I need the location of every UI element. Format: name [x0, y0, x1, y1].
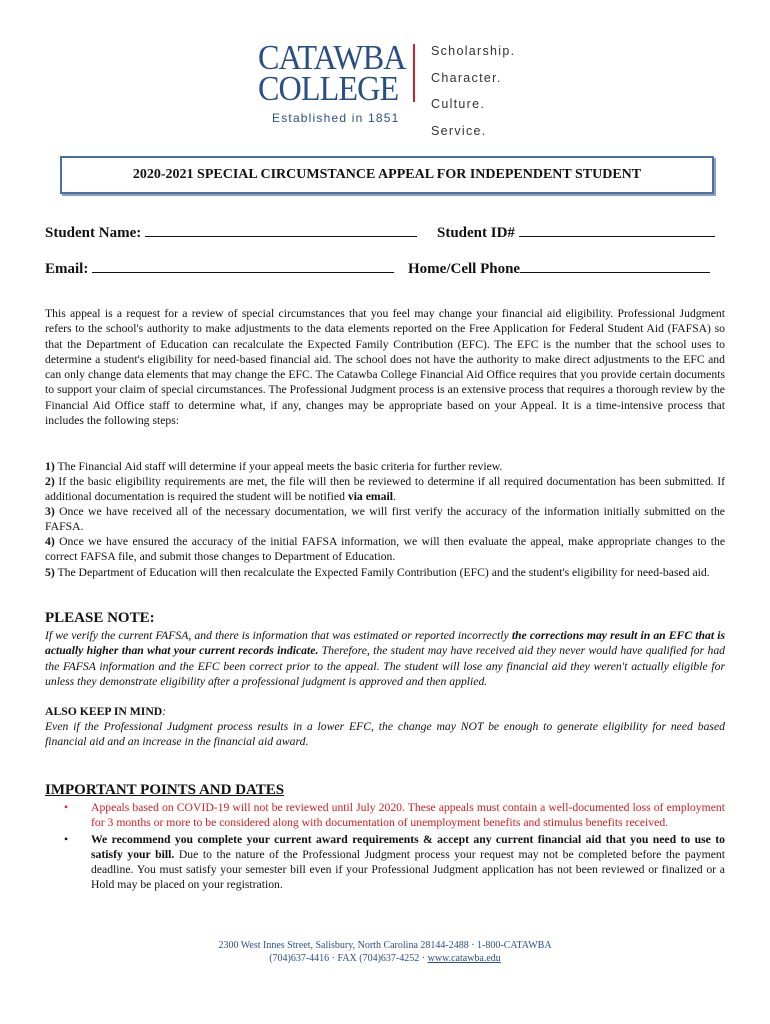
- tagline-2: Character.: [431, 71, 502, 85]
- email-field[interactable]: [92, 258, 394, 273]
- logo-line-1: CATAWBA: [258, 38, 406, 77]
- step-text: The Financial Aid staff will determine if your appeal meets the basic criteria for further review.: [57, 460, 503, 473]
- footer-contact: [0, 952, 770, 965]
- student-name-field[interactable]: [145, 222, 417, 237]
- step-2: [45, 474, 725, 505]
- phone-row: [408, 258, 710, 278]
- please-note-heading: PLEASE NOTE:: [45, 610, 155, 626]
- step-number: 3): [45, 505, 55, 518]
- step-3: [45, 504, 725, 535]
- note-part-1: If we verify the current FAFSA, and there is information that was estimated or reported incorrectly: [45, 629, 512, 642]
- step-text: Once we have received all of the necessary documentation, we will first verify the accuracy of the information initially submitted on the FAFSA.: [45, 505, 725, 534]
- step-number: 1): [45, 460, 55, 473]
- bullet-icon: •: [64, 832, 69, 846]
- footer-phone: (704)637-4416 · FAX (704)637-4252 ·: [269, 953, 428, 964]
- list-item: [60, 800, 725, 831]
- important-heading: IMPORTANT POINTS AND DATES: [45, 782, 285, 798]
- title-box: [60, 156, 714, 194]
- email-label: Email:: [45, 261, 89, 277]
- logo-divider: [413, 44, 415, 102]
- step-number: 4): [45, 535, 55, 548]
- bullet-icon: •: [64, 801, 69, 814]
- step-number: 5): [45, 566, 55, 579]
- note-emphasis: the corrections may result in an EFC that is actually higher than what your current records indicate.: [45, 629, 725, 658]
- also-colon: :: [162, 705, 167, 718]
- step-4: [45, 534, 725, 565]
- student-id-field[interactable]: [519, 222, 715, 237]
- step-text: If the basic eligibility requirements are met, the file will then be reviewed to determine if all required documentation has been submitted. If additional documentation is required the student will be notified: [45, 475, 726, 504]
- student-name-row: [45, 222, 417, 242]
- also-keep-in-mind: [45, 704, 166, 719]
- also-text: Even if the Professional Judgment process results in a lower EFC, the change may NOT be enough to generate eligibility for need based financial aid and an increase in the financial aid award.: [45, 720, 725, 749]
- step-1: [45, 459, 725, 474]
- step-5: [45, 565, 725, 580]
- website-link[interactable]: www.catawba.edu: [427, 953, 501, 964]
- step-number: 2): [45, 475, 55, 488]
- important-points-list: [60, 800, 725, 894]
- please-note-text: [45, 628, 725, 689]
- tagline-4: Service.: [431, 124, 487, 138]
- step-tail: .: [392, 490, 396, 504]
- logo-established: Established in 1851: [272, 111, 400, 125]
- step-text: The Department of Education will then recalculate the Expected Family Contribution (EFC) and the student's eligibility for need-based aid.: [57, 566, 710, 579]
- note-part-2: Therefore, the student may have received aid they never would have qualified for had the FAFSA information and the EFC been correct prior to the appeal. The student will lose any financial aid they weren't actually eligible for unless they demonstrate eligibility after a professional judgment is approved and then applied.: [45, 644, 726, 688]
- phone-field[interactable]: [520, 258, 710, 273]
- student-id-row: [437, 222, 715, 242]
- step-text: Once we have ensured the accuracy of the initial FAFSA information, we will then evaluate the appeal, make appropriate changes to the correct FAFSA file, and submit those changes to Department of Education.: [45, 535, 726, 564]
- college-logo: [258, 38, 406, 108]
- footer-address: 2300 West Innes Street, Salisbury, North Carolina 28144-2488 · 1-800-CATAWBA: [218, 940, 552, 951]
- list-item: [60, 832, 725, 893]
- student-id-label: Student ID#: [437, 225, 515, 241]
- phone-label: Home/Cell Phone: [408, 261, 521, 277]
- footer: [0, 939, 770, 965]
- email-row: [45, 258, 394, 278]
- step-emphasis: via email: [347, 490, 393, 504]
- point-text: Appeals based on COVID-19 will not be reviewed until July 2020. These appeals must contain a well-documented loss of employment for 3 months or more to be considered along with documentation of unemployment benefits and stimulus benefits received.: [91, 801, 725, 830]
- student-name-label: Student Name:: [45, 225, 142, 241]
- tagline-1: Scholarship.: [431, 44, 516, 58]
- point-text: Due to the nature of the Professional Judgment process your request may not be completed before the payment deadline. You must satisfy your semester bill even if your Professional Judgment application has not been reviewed or finalized or a Hold may be placed on your registration.: [91, 847, 725, 892]
- page-title: 2020-2021 SPECIAL CIRCUMSTANCE APPEAL FOR INDEPENDENT STUDENT: [132, 167, 642, 182]
- intro-paragraph: This appeal is a request for a review of special circumstances that you feel may change your financial aid eligibility. Professional Judgment refers to the school's authority to make adjustments to the data elements reported on the Free Application for Federal Student Aid (FAFSA) so that the Department of Education can recalculate the Expected Family Contribution (EFC). The EFC is the number that the school uses to determine a student's eligibility for need-based financial aid. The school does not have the authority to make direct adjustments to the EFC and can only change data elements that may change the EFC. The Catawba College Financial Aid Office requires that you provide certain documents to support your claim of special circumstances. The Professional Judgment process is an extensive process that requires a thorough review by the Financial Aid Office staff to determine what, if any, changes may be appropriate based on your Appeal. It is a time-intensive process that includes the following steps:: [45, 307, 725, 428]
- tagline-3: Culture.: [431, 97, 486, 111]
- logo-line-2: COLLEGE: [258, 69, 399, 108]
- also-label: ALSO KEEP IN MIND: [45, 705, 163, 718]
- point-emphasis: We recommend you complete your current award requirements & accept any current financial aid that you need to use to satisfy your bill.: [91, 832, 725, 861]
